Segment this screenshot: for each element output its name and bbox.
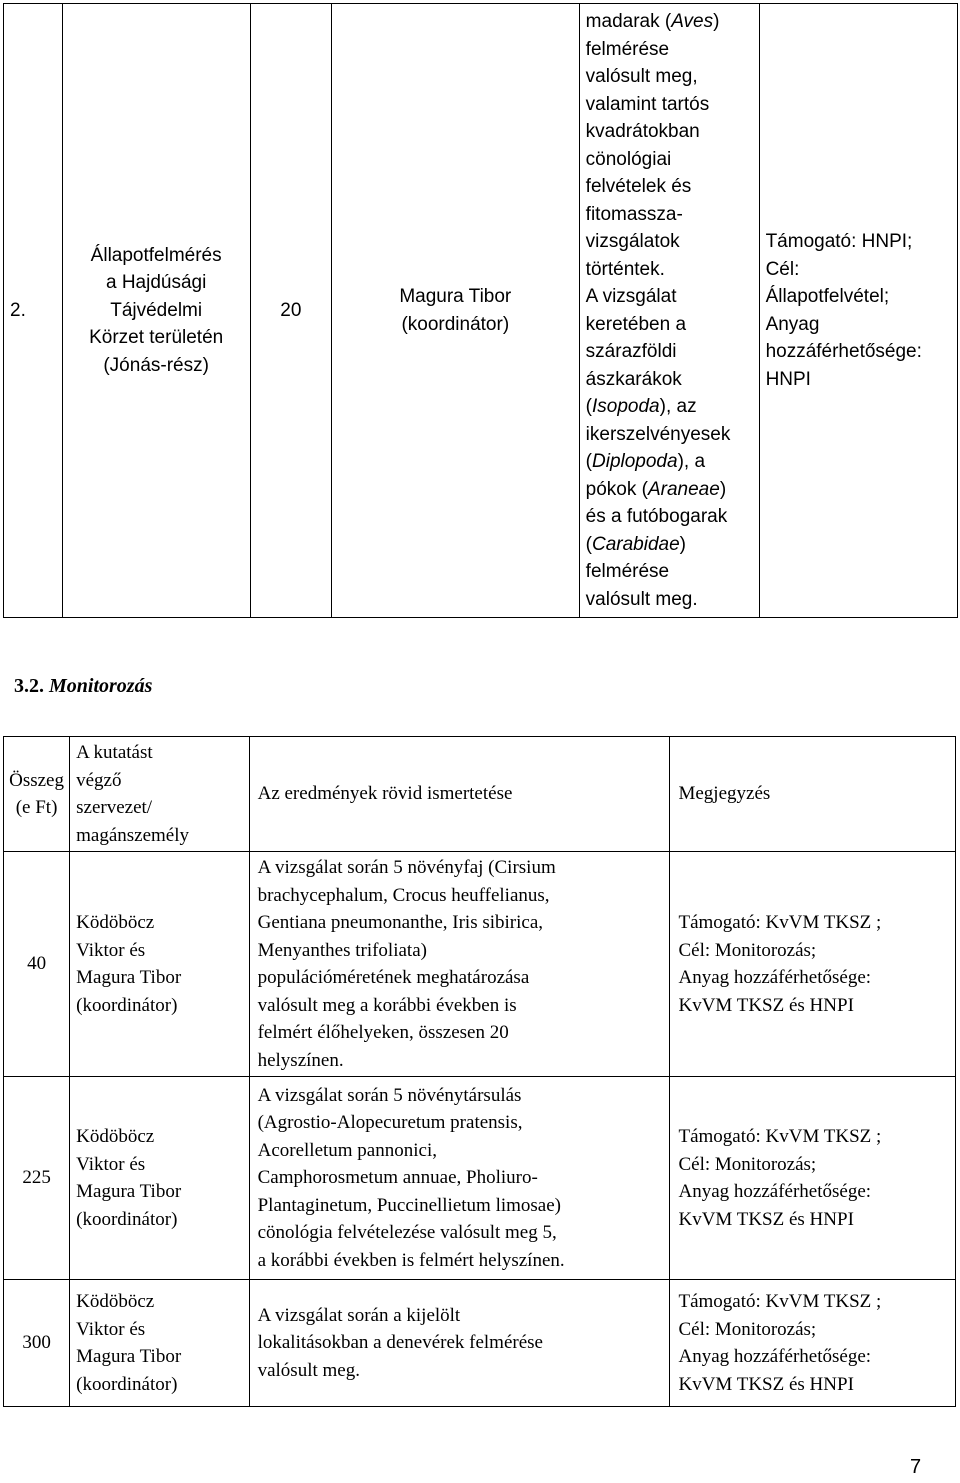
org-line: Viktor és — [76, 1153, 146, 1175]
results-text: madarak (Aves) felmérése valósult meg, valamint tartós kvadrátokban cönológiai felvételek és fitomassza- vizsgálatok történtek. A vizsgálat keretében a szárazföldi ászkarákok (Isopoda), az ikerszelvényesek (Diplopoda), a pókok (Araneae) és a futóbogarak (Carabidae) felmérése valósult meg. — [579, 4, 759, 618]
row-org — [70, 1280, 249, 1407]
org-line: Magura Tibor — [76, 967, 182, 988]
org-line: (koordinátor) — [401, 313, 510, 335]
note-line: hozzáférhetősége: — [765, 341, 922, 362]
row-sum: 40 — [4, 852, 70, 1077]
row-note — [670, 852, 956, 1077]
results-line: populációméretének meghatározása — [257, 967, 530, 988]
note-line: Cél: Monitorozás; — [678, 939, 817, 961]
section-heading — [14, 675, 152, 698]
note-line: KvVM TKSZ és HNPI — [678, 1373, 854, 1395]
project-table-continued — [3, 3, 958, 618]
header-org — [70, 737, 249, 852]
note-line: Cél: Monitorozás; — [678, 1153, 817, 1175]
results-line: lokalitásokban a denevérek felmérése — [257, 1332, 543, 1354]
project-line: (Jónás-rész) — [103, 354, 209, 376]
note-line: Anyag hozzáférhetősége: — [678, 967, 872, 988]
header-sum-line: (e Ft) — [15, 797, 58, 818]
project-title — [62, 4, 250, 618]
note-line: Állapotfelvétel; — [765, 286, 890, 307]
row-org — [70, 1077, 249, 1280]
table-row — [4, 4, 958, 618]
note-line: KvVM TKSZ és HNPI — [678, 994, 854, 1016]
note — [759, 4, 957, 618]
row-note — [670, 1280, 956, 1407]
results-line: valósult meg a korábbi években is — [257, 994, 517, 1016]
header-org-line: A kutatást — [76, 742, 153, 763]
note-line: HNPI — [765, 368, 811, 390]
note-line: KvVM TKSZ és HNPI — [678, 1208, 854, 1230]
header-sum-line: Összeg — [9, 769, 64, 791]
note-line: Anyag — [765, 313, 820, 335]
organization — [331, 4, 579, 618]
table-row — [4, 1077, 956, 1280]
org-line: (koordinátor) — [76, 1208, 178, 1230]
project-line: a Hajdúsági — [105, 272, 207, 294]
note-line: Cél: Monitorozás; — [678, 1318, 817, 1340]
row-sum: 225 — [4, 1077, 70, 1280]
results-line: A vizsgálat során a kijelölt — [257, 1304, 461, 1326]
org-line: Ködöböcz — [76, 912, 155, 933]
org-line: Viktor és — [76, 1318, 146, 1340]
org-line: Magura Tibor — [76, 1346, 182, 1367]
table-header-row — [4, 737, 956, 852]
results-line: felmért élőhelyeken, összesen 20 — [257, 1022, 509, 1043]
org-line: Viktor és — [76, 939, 146, 961]
results-line: helyszínen. — [257, 1049, 344, 1071]
results-line: (Agrostio-Alopecuretum pratensis, — [257, 1112, 523, 1134]
row-org — [70, 852, 249, 1077]
row-sum: 300 — [4, 1280, 70, 1407]
row-results — [249, 852, 670, 1077]
project-line: Tájvédelmi — [110, 299, 203, 321]
header-org-line: magánszemély — [76, 824, 190, 846]
org-line: Ködöböcz — [76, 1126, 155, 1147]
row-number: 2. — [4, 4, 63, 618]
note-line: Anyag hozzáférhetősége: — [678, 1181, 872, 1202]
project-line: Állapotfelmérés — [90, 244, 222, 266]
page-number: 7 — [910, 1456, 922, 1478]
results-line: cönológia felvételezése valósult meg 5, — [257, 1222, 557, 1244]
results-line: valósult meg. — [257, 1359, 360, 1381]
results-line: Camphorosmetum annuae, Pholiuro- — [257, 1167, 538, 1189]
note-line: Anyag hozzáférhetősége: — [678, 1346, 872, 1367]
results-line: a korábbi években is felmért helyszínen. — [257, 1249, 565, 1271]
header-results: Az eredmények rövid ismertetése — [249, 737, 670, 852]
org-line: Ködöböcz — [76, 1291, 155, 1312]
note-line: Cél: — [765, 258, 800, 280]
table-row — [4, 852, 956, 1077]
results-line: A vizsgálat során 5 növényfaj (Cirsium — [257, 857, 556, 878]
amount: 20 — [250, 4, 331, 618]
section-number: 3.2. — [14, 675, 44, 697]
results-line: Acorelletum pannonici, — [257, 1139, 437, 1161]
org-line: Magura Tibor — [76, 1181, 182, 1202]
note-line: Támogató: HNPI; — [765, 231, 913, 252]
header-note: Megjegyzés — [670, 737, 956, 852]
org-line: (koordinátor) — [76, 994, 178, 1016]
results-line: Plantaginetum, Puccinellietum limosae) — [257, 1194, 561, 1216]
row-results — [249, 1280, 670, 1407]
row-results — [249, 1077, 670, 1280]
org-line: Magura Tibor — [399, 286, 512, 307]
monitoring-table — [3, 736, 956, 1407]
note-line: Támogató: KvVM TKSZ ; — [678, 1291, 882, 1312]
results-line: A vizsgálat során 5 növénytársulás — [257, 1084, 522, 1106]
results-line: brachycephalum, Crocus heuffelianus, — [257, 884, 550, 906]
table-row — [4, 1280, 956, 1407]
note-line: Támogató: KvVM TKSZ ; — [678, 912, 882, 933]
section-title: Monitorozás — [49, 675, 153, 697]
header-org-line: szervezet/ — [76, 797, 153, 818]
row-note — [670, 1077, 956, 1280]
results-line: Menyanthes trifoliata) — [257, 939, 427, 961]
org-line: (koordinátor) — [76, 1373, 178, 1395]
project-line: Körzet területén — [89, 327, 224, 349]
results-line: Gentiana pneumonanthe, Iris sibirica, — [257, 912, 544, 933]
header-sum — [4, 737, 70, 852]
note-line: Támogató: KvVM TKSZ ; — [678, 1126, 882, 1147]
header-org-line: végző — [76, 769, 122, 791]
